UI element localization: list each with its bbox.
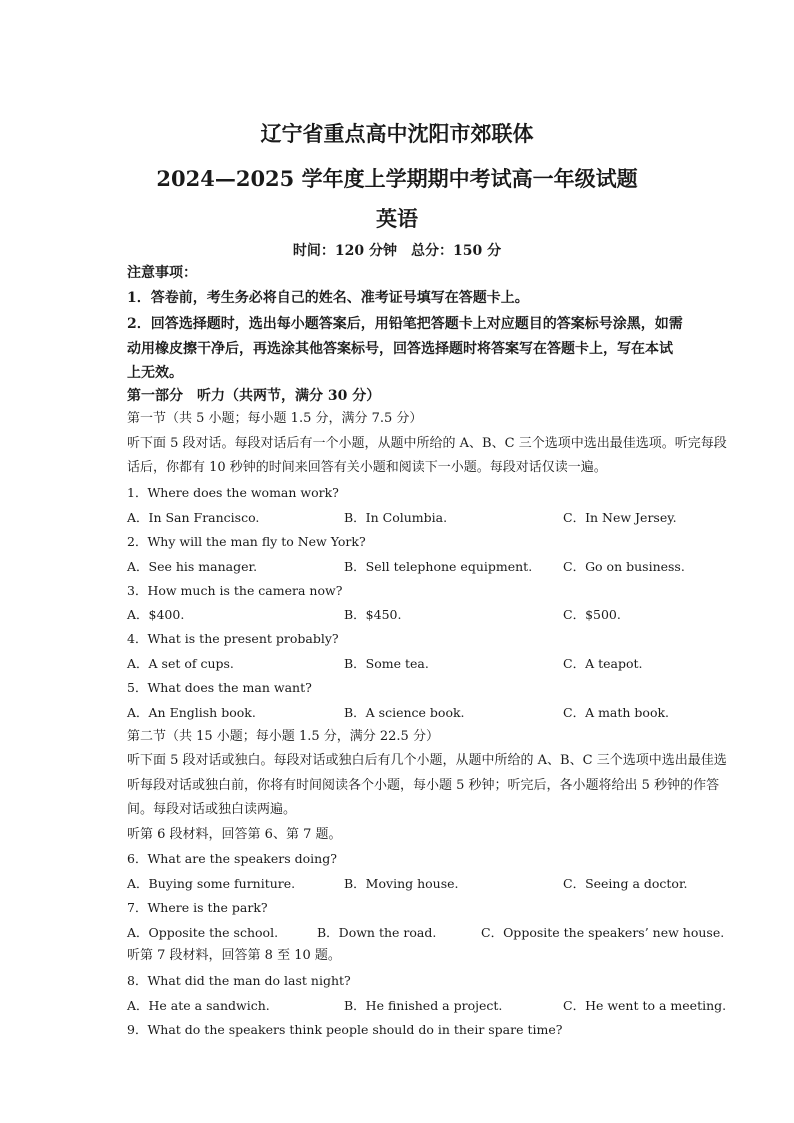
- question-9: 9．What do the speakers think people should do in their spare time?: [127, 1022, 563, 1037]
- option-b: B．Down the road.: [317, 925, 437, 940]
- option-a: A．Buying some furniture.: [127, 876, 296, 891]
- option-a: A．See his manager.: [127, 559, 258, 574]
- question-8: 8．What did the man do last night?: [127, 973, 351, 988]
- notice-item-2-line1: 2．回答选择题时，选出每小题答案后，用铅笔把答题卡上对应题目的答案标号涂黑，如需: [127, 316, 683, 332]
- question-6: 6．What are the speakers doing?: [127, 851, 337, 866]
- question-3: 3．How much is the camera now?: [127, 583, 343, 598]
- option-b: B．Sell telephone equipment.: [344, 559, 533, 574]
- option-a: A．Opposite the school.: [127, 925, 279, 940]
- question-5: 5．What does the man want?: [127, 680, 312, 695]
- option-c: C．In New Jersey.: [563, 510, 677, 525]
- notice-item-1: 1．答卷前，考生务必将自己的姓名、准考证号填写在答题卡上。: [127, 290, 529, 306]
- option-b: B．In Columbia.: [344, 510, 448, 525]
- part1-heading: 第一部分 听力（共两节，满分 30 分）: [127, 388, 381, 404]
- section1-instr-line1: 听下面 5 段对话。每段对话后有一个小题，从题中所给的 A、B、C 三个选项中选出最佳选项。听完每段: [127, 436, 727, 451]
- subject-title: 英语: [376, 206, 418, 231]
- question-1: 1．Where does the woman work?: [127, 485, 339, 500]
- option-c: C．A teapot.: [563, 656, 643, 671]
- section2-instr-line3: 间。每段对话或独白读两遍。: [127, 802, 297, 817]
- option-c: C．He went to a meeting.: [563, 998, 727, 1013]
- section2-instr-line1: 听下面 5 段对话或独白。每段对话或独白后有几个小题，从题中所给的 A、B、C 三个选项中选出最佳选: [127, 753, 727, 768]
- material-6-note: 听第 6 段材料，回答第 6、第 7 题。: [127, 827, 342, 842]
- notice-item-2-line2: 动用橡皮擦干净后，再选涂其他答案标号，回答选择题时将答案写在答题卡上，写在本试: [127, 341, 673, 357]
- option-a: A．A set of cups.: [127, 656, 234, 671]
- option-a: A．$400.: [127, 607, 185, 622]
- option-c: C．Opposite the speakers’ new house.: [481, 925, 725, 940]
- exam-title: 2024—2025 学年度上学期期中考试高一年级试题: [156, 166, 638, 191]
- question-7: 7．Where is the park?: [127, 900, 268, 915]
- option-a: A．He ate a sandwich.: [127, 998, 270, 1013]
- option-c: C．$500.: [563, 607, 621, 622]
- option-b: B．Some tea.: [344, 656, 429, 671]
- option-b: B．A science book.: [344, 705, 465, 720]
- section2-instr-line2: 听每段对话或独白前，你将有时间阅读各个小题，每小题 5 秒钟；听完后，各小题将给出 5 秒钟的作答: [127, 778, 720, 793]
- option-b: B．Moving house.: [344, 876, 459, 891]
- question-4: 4．What is the present probably?: [127, 631, 339, 646]
- section2-heading: 第二节（共 15 小题；每小题 1.5 分，满分 22.5 分）: [127, 729, 439, 744]
- option-c: C．Go on business.: [563, 559, 685, 574]
- material-7-note: 听第 7 段材料，回答第 8 至 10 题。: [127, 948, 341, 963]
- notice-item-2-line3: 上无效。: [127, 365, 183, 381]
- option-c: C．A math book.: [563, 705, 670, 720]
- section1-heading: 第一节（共 5 小题；每小题 1.5 分，满分 7.5 分）: [127, 411, 423, 426]
- option-c: C．Seeing a doctor.: [563, 876, 688, 891]
- option-a: A．In San Francisco.: [127, 510, 260, 525]
- time-score: 时间：120 分钟 总分：150 分: [292, 243, 502, 259]
- question-2: 2．Why will the man fly to New York?: [127, 534, 366, 549]
- section1-instr-line2: 话后，你都有 10 秒钟的时间来回答有关小题和阅读下一小题。每段对话仅读一遍。: [127, 460, 607, 475]
- school-title: 辽宁省重点高中沈阳市郊联体: [260, 121, 534, 146]
- option-b: B．$450.: [344, 607, 402, 622]
- option-b: B．He finished a project.: [344, 998, 503, 1013]
- notice-heading: 注意事项：: [127, 265, 197, 281]
- option-a: A．An English book.: [127, 705, 256, 720]
